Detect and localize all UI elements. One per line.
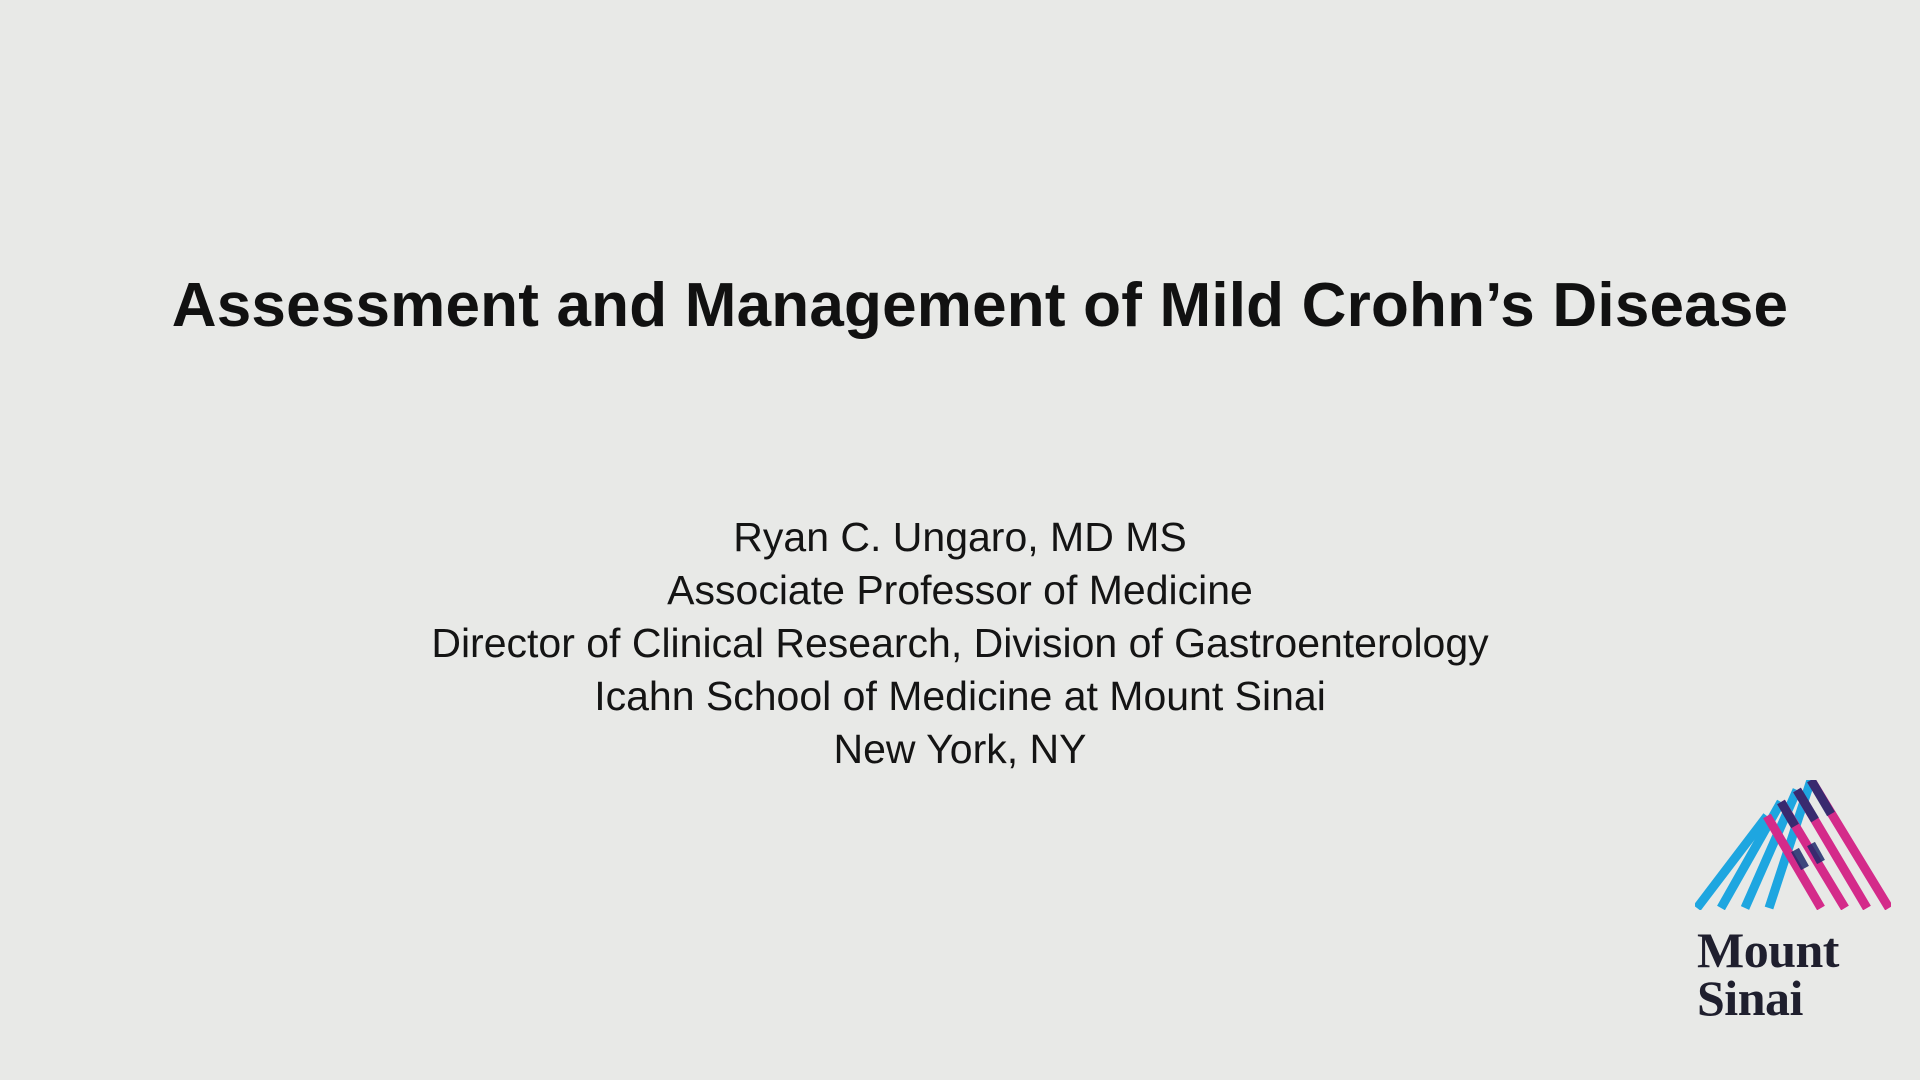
mount-sinai-logo bbox=[1695, 780, 1895, 1040]
mountain-logo-icon bbox=[1695, 780, 1891, 910]
logo-line-2: Sinai bbox=[1697, 970, 1803, 1026]
presenter-position: Associate Professor of Medicine bbox=[667, 567, 1253, 613]
presenter-info bbox=[0, 511, 1920, 776]
logo-line-1: Mount bbox=[1697, 922, 1839, 978]
presenter-location: New York, NY bbox=[833, 726, 1087, 772]
presenter-role: Director of Clinical Research, Division of Gastroenterology bbox=[431, 620, 1489, 666]
presenter-name: Ryan C. Ungaro, MD MS bbox=[733, 514, 1187, 560]
presenter-institution: Icahn School of Medicine at Mount Sinai bbox=[594, 673, 1326, 719]
logo-wordmark bbox=[1697, 922, 1839, 1026]
slide-title: Assessment and Management of Mild Crohn’s Disease bbox=[171, 271, 1789, 340]
